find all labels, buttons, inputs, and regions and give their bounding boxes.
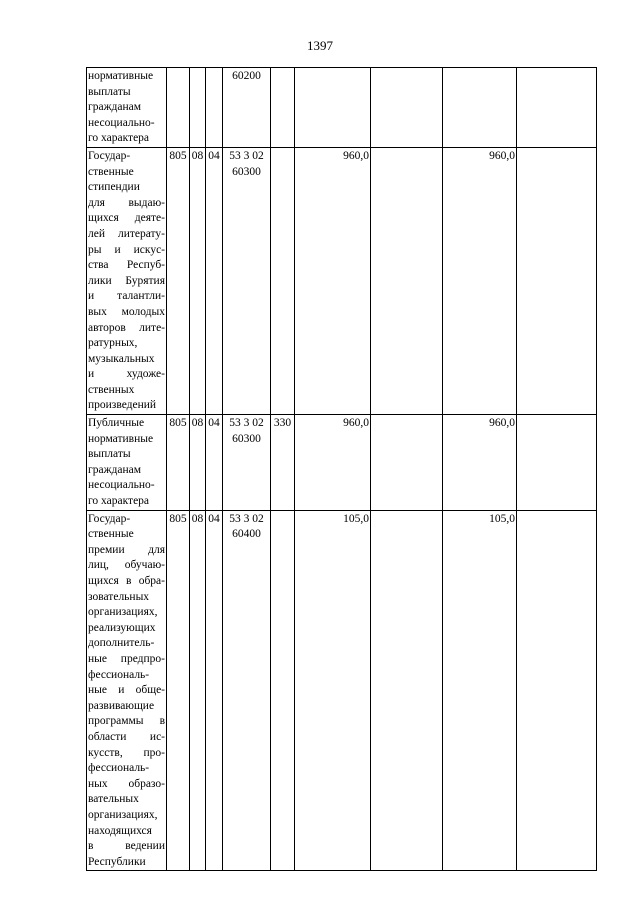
item-name-line: авторов лите- xyxy=(88,321,165,334)
amount-cell-2 xyxy=(371,147,443,414)
amount-cell-4 xyxy=(517,415,597,511)
expense-type-cell xyxy=(271,510,295,871)
expense-type-cell xyxy=(271,68,295,148)
section-code-cell: 08 xyxy=(190,415,206,511)
item-name-line: нормативные xyxy=(88,70,154,82)
item-name-line: в ведении xyxy=(88,840,165,853)
item-name-line: премии для xyxy=(88,543,165,556)
amount-cell-2 xyxy=(371,510,443,871)
item-name-line: музыкальных xyxy=(88,352,155,365)
section-code-cell: 08 xyxy=(190,510,206,871)
item-name-line: кусств, про- xyxy=(88,746,165,759)
item-name-line: области ис- xyxy=(88,730,165,743)
item-name-line: дополнитель- xyxy=(88,637,155,650)
section-code-cell: 08 xyxy=(190,147,206,414)
item-name-line: Государ- xyxy=(88,512,131,525)
item-name-line: Государ- xyxy=(88,149,131,162)
target-article-cell xyxy=(223,147,271,414)
item-name-line: выплаты xyxy=(88,448,131,461)
target-article-line: 60300 xyxy=(232,165,261,178)
amount-cell-2 xyxy=(371,415,443,511)
page-number: 1397 xyxy=(307,38,333,53)
item-name-line: организациях, xyxy=(88,606,158,619)
target-article-line: 60300 xyxy=(232,432,261,445)
target-article-cell xyxy=(223,510,271,871)
amount-cell-3 xyxy=(443,68,517,148)
item-name-line: ственных xyxy=(88,383,135,396)
item-name-line: гражданам xyxy=(88,463,142,476)
item-name-line: лики Бурятия xyxy=(88,274,165,287)
ministry-code-cell xyxy=(167,68,190,148)
item-name-line: лей литерату- xyxy=(88,227,165,240)
amount-cell-2 xyxy=(371,68,443,148)
section-code-cell xyxy=(190,68,206,148)
item-name-line: фессиональ- xyxy=(88,762,150,775)
item-name-line: нормативные xyxy=(88,432,154,445)
item-name-line: го характера xyxy=(88,132,150,145)
item-name-line: лиц, обучаю- xyxy=(88,559,165,572)
item-name-cell xyxy=(87,68,167,148)
item-name-line: ственные xyxy=(88,528,134,541)
item-name-line: ства Респуб- xyxy=(88,259,165,272)
subsection-code-cell: 04 xyxy=(206,415,223,511)
item-name-line: и художе- xyxy=(88,368,165,381)
item-name-line: стипендии xyxy=(88,181,140,194)
item-name-line: ных образо- xyxy=(88,777,165,790)
item-name-line: выплаты xyxy=(88,85,131,98)
item-name-line: гражданам xyxy=(88,101,142,114)
amount-cell-4 xyxy=(517,68,597,148)
amount-cell-4 xyxy=(517,147,597,414)
item-name-cell xyxy=(87,415,167,511)
amount-cell-1: 960,0 xyxy=(295,415,371,511)
amount-cell-4 xyxy=(517,510,597,871)
item-name-line: вательных xyxy=(88,793,139,806)
item-name-line: ры и искус- xyxy=(88,243,165,256)
item-name-line: щихся деяте- xyxy=(88,212,165,225)
target-article-line: 53 3 02 xyxy=(229,512,264,525)
item-name-line: находящихся xyxy=(88,824,152,837)
item-name-line: го характера xyxy=(88,495,150,508)
item-name-line: реализующих xyxy=(88,621,156,634)
item-name-line: ственные xyxy=(88,165,134,178)
item-name-line: вых молодых xyxy=(88,305,165,318)
target-article-line: 53 3 02 xyxy=(229,417,264,430)
target-article-line: 60400 xyxy=(232,528,261,541)
item-name-line: ные и обще- xyxy=(88,684,165,697)
item-name-line: развивающие xyxy=(88,699,155,712)
amount-cell-3: 105,0 xyxy=(443,510,517,871)
item-name-line: ратурных, xyxy=(88,337,138,350)
item-name-line: организациях, xyxy=(88,808,158,821)
subsection-code-cell xyxy=(206,68,223,148)
ministry-code-cell: 805 xyxy=(167,510,190,871)
table-row xyxy=(87,68,597,148)
item-name-line: Республики xyxy=(88,855,146,868)
item-name-line: несоциально- xyxy=(88,116,155,129)
ministry-code-cell: 805 xyxy=(167,147,190,414)
amount-cell-1 xyxy=(295,68,371,148)
item-name-cell xyxy=(87,510,167,871)
target-article-cell xyxy=(223,68,271,148)
ministry-code-cell: 805 xyxy=(167,415,190,511)
expense-type-cell xyxy=(271,147,295,414)
subsection-code-cell: 04 xyxy=(206,510,223,871)
item-name-line: Публичные xyxy=(88,417,145,430)
budget-table xyxy=(86,67,597,871)
item-name-line: фессиональ- xyxy=(88,668,150,681)
item-name-line: программы в xyxy=(88,715,165,728)
item-name-line: зовательных xyxy=(88,590,150,603)
table-row xyxy=(87,415,597,511)
item-name-line: и талантли- xyxy=(88,290,165,303)
amount-cell-1: 960,0 xyxy=(295,147,371,414)
item-name-line: несоциально- xyxy=(88,479,155,492)
target-article-line: 60200 xyxy=(232,70,261,82)
expense-type-cell: 330 xyxy=(271,415,295,511)
item-name-line: ные предпро- xyxy=(88,652,165,665)
target-article-line: 53 3 02 xyxy=(229,149,264,162)
amount-cell-1: 105,0 xyxy=(295,510,371,871)
table-row xyxy=(87,147,597,414)
item-name-cell xyxy=(87,147,167,414)
table-row xyxy=(87,510,597,871)
amount-cell-3: 960,0 xyxy=(443,147,517,414)
amount-cell-3: 960,0 xyxy=(443,415,517,511)
item-name-line: для выдаю- xyxy=(88,196,165,209)
subsection-code-cell: 04 xyxy=(206,147,223,414)
target-article-cell xyxy=(223,415,271,511)
item-name-line: щихся в обра- xyxy=(88,575,165,587)
item-name-line: произведений xyxy=(88,399,157,412)
